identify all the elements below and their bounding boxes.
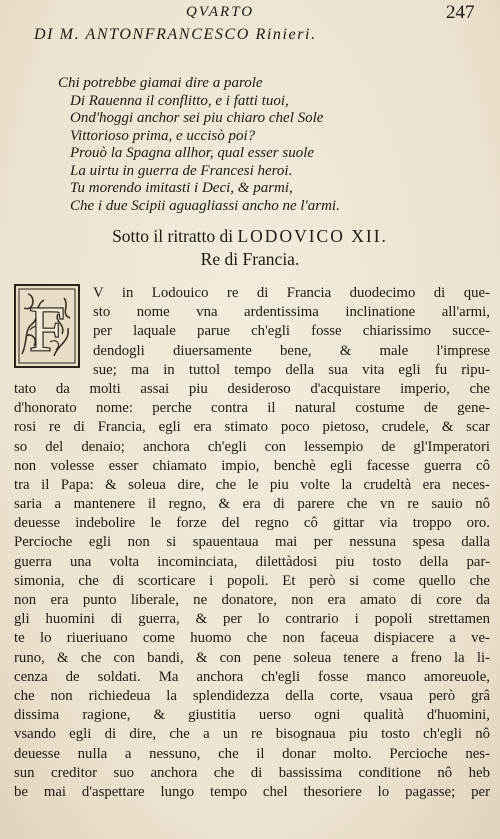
body-line: non era punto liberale, ne donatore, non era amato di core da (14, 592, 490, 608)
body-line: gli huomini di guerra, & per lo contrario i popoli strettamen (14, 611, 490, 628)
poem-verse: Chi potrebbe giamai dire a parole (58, 75, 263, 91)
body-line: dendogli diuersamente bene, & male l'imprese (93, 342, 490, 359)
page-number: 247 (446, 2, 475, 23)
body-line: saria a mantenere il regno, & era di parere che vn re sauio nô (14, 496, 490, 513)
body-line: per laquale parue ch'egli fosse chiarissimo succe- (93, 323, 490, 340)
section-heading: DI M. ANTONFRANCESCO Rinieri. (34, 26, 317, 43)
body-line: runo, & che con bandi, & con pene soleua tenere a freno la li- (14, 649, 490, 666)
portrait-caption (0, 226, 500, 247)
body-line: vsando egli di dire, che a un re bisognaua piu tosto ch'egli nô (14, 726, 490, 743)
body-line: tato da molti assai piu desideroso d'acquistare imperio, che (14, 380, 490, 397)
body-line: guerra una volta incominciata, dilettàdosi piu tosto della par- (14, 553, 490, 570)
body-line: rosi re di Francia, egli era stimato poco pietoso, crudele, & scar (14, 419, 490, 436)
body-line: so del denaio; anchora ch'egli con lessempio de gl'Imperatori (14, 438, 490, 455)
body-line: be mai d'aspettare lungo tempo chel thesoriere lo pagasse; per (14, 783, 490, 800)
caption-king-name: LODOVICO XII. (237, 226, 388, 246)
body-line: tra il Papa: & soleua dire, che le piu volte la crudeltà era neces- (14, 476, 490, 493)
body-text (14, 284, 490, 802)
caption-king-title: Re di Francia. (200, 249, 300, 269)
body-line: te lo riueriuano come huomo che non faceua dispiacere a ve- (14, 630, 490, 647)
drop-cap-f (14, 284, 80, 368)
poem-verse: Tu morendo imitasti i Deci, & parmi, (70, 180, 293, 196)
poem-verse: Ond'hoggi anchor sei piu chiaro chel Sole (70, 110, 324, 126)
running-head (0, 2, 500, 24)
caption-prefix: Sotto il ritratto di (112, 226, 234, 246)
body-line: dissima ragione, & giustitia uerso ogni qualità d'huomini, (14, 707, 490, 724)
body-line: cenza de soldati. Ma anchora ch'egli fosse manco amoreuole, (14, 668, 490, 685)
poem-verse: Prouò la Spagna allhor, qual esser suole (70, 145, 315, 161)
poem (58, 75, 340, 215)
body-line: simonia, che di scorticare i popoli. Et però si come quello che (14, 572, 490, 589)
body-line: sue; ma in tuttol tempo della sua vita egli fu ripu- (93, 361, 490, 378)
poem-verse: Che i due Scipii aguagliassi ancho ne l'armi. (70, 197, 340, 214)
drop-cap-letter: F (29, 293, 65, 364)
poem-verse: Vittorioso prima, e uccisò poi? (70, 127, 256, 144)
body-line: sto nome vna ardentissima inclinatione all'armi, (93, 304, 490, 321)
body-line: V in Lodouico re di Francia duodecimo di que- (93, 285, 490, 301)
body-line: sun creditor suo anchora che di bassissima conditione nô heb (14, 764, 490, 781)
body-line: che non richiedeua la splendidezza della corte, vsaua però grâ (14, 687, 490, 704)
body-line: non volesse esser chiamato impio, benchè egli facesse guerra cô (14, 457, 490, 474)
portrait-caption-title (0, 249, 500, 270)
body-line: Percioche egli non si spauentaua mai per nessuna spesa dalla (14, 534, 490, 551)
body-line: deuesse nulla a nessuno, che il donar molto. Percioche nes- (14, 745, 490, 762)
body-line: d'honorato nome: perche contra il natural costume de gene- (14, 400, 490, 417)
body-line: deuesse indebolire le forze del regno cô gittar via troppo oro. (14, 515, 490, 532)
running-head-title: QVARTO (186, 4, 255, 20)
poem-verse: Di Rauenna il conflitto, e i fatti tuoi, (70, 92, 289, 109)
poem-verse: La uirtu in guerra de Francesi heroi. (70, 162, 293, 179)
